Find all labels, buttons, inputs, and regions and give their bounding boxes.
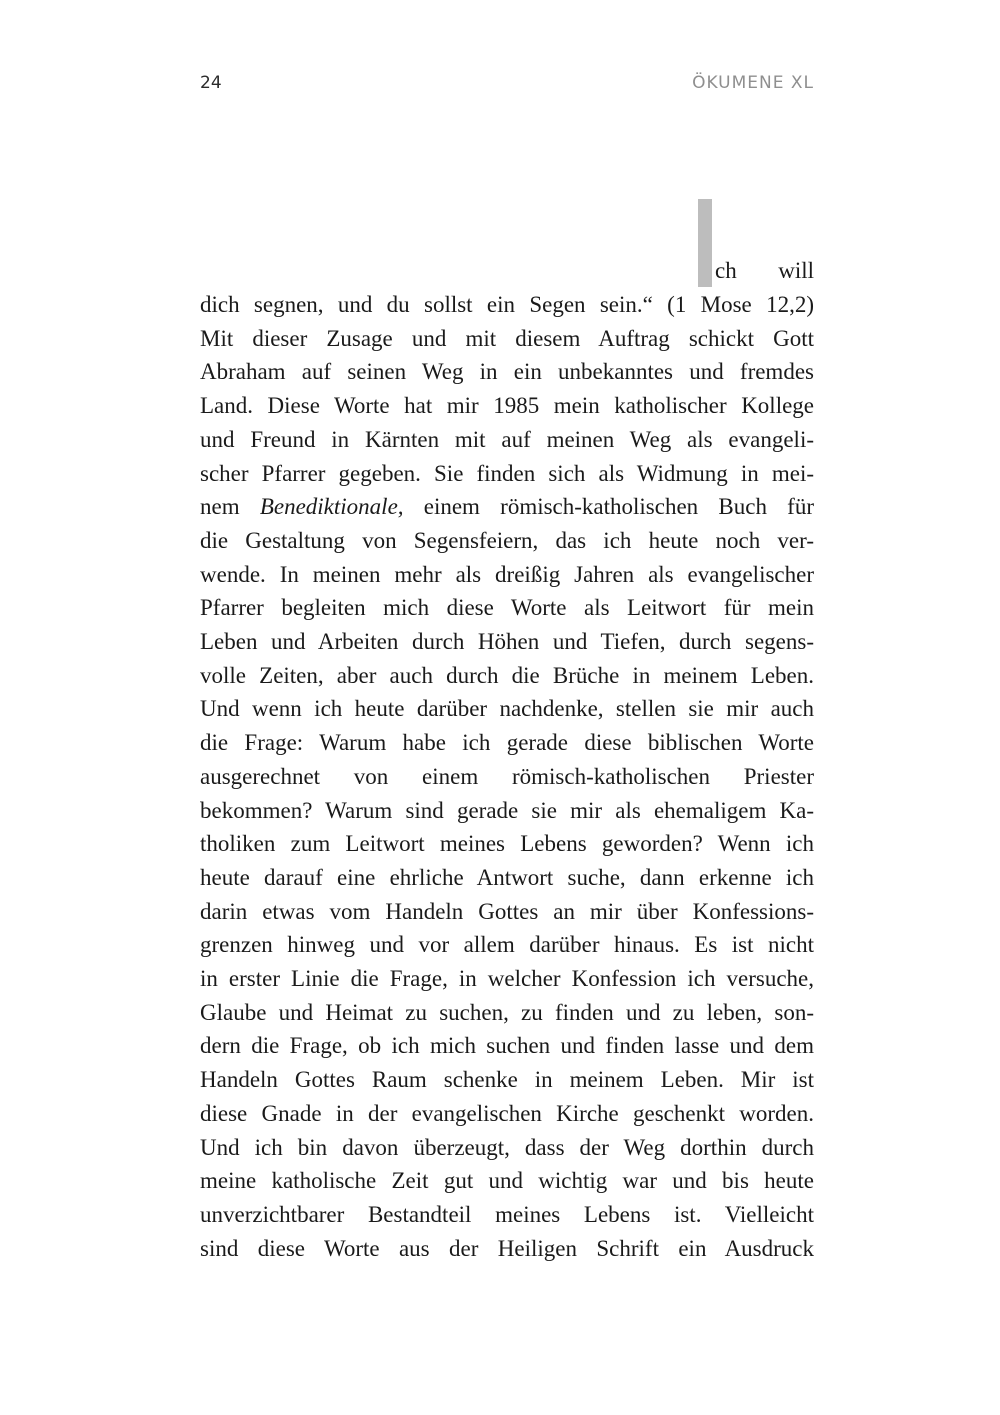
text-line: Glaube und Heimat zu suchen, zu finden und zu leben, son-	[200, 999, 814, 1025]
page-number: 24	[200, 73, 222, 93]
text-line: diese Gnade in der evangelischen Kirche geschenkt worden.	[200, 1100, 814, 1126]
text-line: in erster Linie die Frage, in welcher Konfession ich versuche,	[200, 966, 814, 992]
text-line: darin etwas vom Handeln Gottes an mir über Konfessions-	[200, 898, 814, 924]
text-line: Leben und Arbeiten durch Höhen und Tiefen, durch segens-	[200, 629, 814, 655]
text-line: bekommen? Warum sind gerade sie mir als ehemaligem Ka-	[200, 797, 814, 823]
text-line: grenzen hinweg und vor allem darüber hinaus. Es ist nicht	[200, 932, 814, 958]
text-line: die Frage: Warum habe ich gerade diese biblischen Worte	[200, 730, 814, 756]
text-line: unverzichtbarer Bestandteil meines Lebens ist. Vielleicht	[200, 1201, 814, 1227]
text-line: und Freund in Kärnten mit auf meinen Weg als evangeli-	[200, 426, 814, 452]
text-line: Mit dieser Zusage und mit diesem Auftrag schickt Gott	[200, 325, 814, 351]
text-line: Pfarrer begleiten mich diese Worte als Leitwort für mein	[200, 595, 814, 621]
text-line: meine katholische Zeit gut und wichtig war und bis heute	[200, 1168, 814, 1194]
text-line-with-italic	[200, 490, 814, 524]
text-line: heute darauf eine ehrliche Antwort suche, dann erkenne ich	[200, 864, 814, 890]
dropcap-letter	[698, 199, 712, 287]
text-line: die Gestaltung von Segensfeiern, das ich heute noch ver-	[200, 527, 814, 553]
text-line: sind diese Worte aus der Heiligen Schrift ein Ausdruck	[200, 1235, 814, 1261]
body-text	[200, 288, 814, 1265]
text-segment: nem	[200, 494, 260, 520]
text-line: Handeln Gottes Raum schenke in meinem Leben. Mir ist	[200, 1067, 814, 1093]
running-title: ÖKUMENE XL	[692, 73, 814, 93]
dropcap-continuation	[715, 254, 814, 288]
dropcap-word-1: ch	[715, 258, 737, 283]
text-line: ausgerechnet von einem römisch-katholischen Priester	[200, 763, 814, 789]
text-line: Land. Diese Worte hat mir 1985 mein katholischer Kollege	[200, 393, 814, 419]
text-line: Und wenn ich heute darüber nachdenke, stellen sie mir auch	[200, 696, 814, 722]
text-line: dern die Frage, ob ich mich suchen und finden lasse und dem	[200, 1033, 814, 1059]
book-title-italic: Benediktionale,	[259, 494, 404, 520]
text-line: volle Zeiten, aber auch durch die Brüche in meinem Leben.	[200, 662, 814, 688]
text-segment: einem römisch-katholischen Buch für	[403, 494, 814, 520]
text-line: Und ich bin davon überzeugt, dass der Weg dorthin durch	[200, 1134, 814, 1160]
text-line: Abraham auf seinen Weg in ein unbekanntes und fremdes	[200, 359, 814, 385]
dropcap-word-2: will	[778, 258, 814, 283]
text-line: scher Pfarrer gegeben. Sie finden sich als Widmung in mei-	[200, 460, 814, 486]
text-line: tholiken zum Leitwort meines Lebens geworden? Wenn ich	[200, 831, 814, 857]
text-line: wende. In meinen mehr als dreißig Jahren als evangelischer	[200, 561, 814, 587]
text-line: dich segnen, und du sollst ein Segen sein.“ (1 Mose 12,2)	[200, 292, 814, 317]
